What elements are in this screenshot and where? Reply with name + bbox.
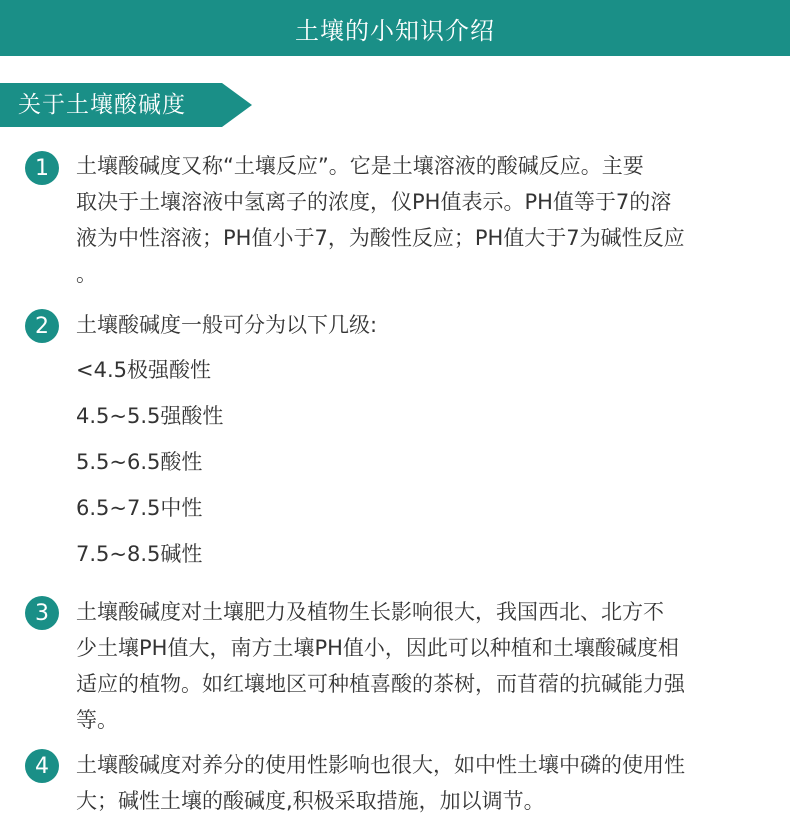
- paragraph-2: [76, 307, 776, 343]
- section-title: 关于土壤酸碱度: [18, 92, 186, 118]
- item-number-badge-3: 3: [25, 596, 59, 630]
- page-title: 土壤的小知识介绍: [295, 16, 495, 45]
- item-number-badge-2: 2: [25, 309, 59, 343]
- item-number-badge-4: 4: [25, 749, 59, 783]
- paragraph-line: 少土壤PH值大，南方土壤PH值小，因此可以种植和土壤酸碱度相: [76, 636, 679, 660]
- paragraph-line: 土壤酸碱度对土壤肥力及植物生长影响很大，我国西北、北方不: [76, 600, 664, 624]
- paragraph-line: 液为中性溶液；PH值小于7，为酸性反应；PH值大于7为碱性反应: [76, 226, 685, 250]
- paragraph-3: [76, 594, 776, 738]
- paragraph-line: 适应的植物。如红壤地区可种植喜酸的茶树，而苜蓿的抗碱能力强: [76, 672, 685, 696]
- paragraph-line: 。: [76, 262, 97, 286]
- paragraph-1: [76, 148, 776, 292]
- acidity-level-item: <4.5极强酸性: [76, 358, 211, 382]
- section-header: [0, 83, 252, 127]
- acidity-level-item: 5.5~6.5酸性: [76, 450, 203, 474]
- paragraph-line: 土壤酸碱度一般可分为以下几级:: [76, 313, 378, 337]
- paragraph-line: 土壤酸碱度又称“土壤反应”。它是土壤溶液的酸碱反应。主要: [76, 154, 644, 178]
- paragraph-line: 土壤酸碱度对养分的使用性影响也很大，如中性土壤中磷的使用性: [76, 753, 685, 777]
- page-header: [0, 0, 790, 56]
- item-number-badge-1: 1: [25, 151, 59, 185]
- paragraph-line: 取决于土壤溶液中氢离子的浓度，仪PH值表示。PH值等于7的溶: [76, 190, 672, 214]
- paragraph-line: 等。: [76, 708, 118, 732]
- acidity-level-item: 6.5~7.5中性: [76, 496, 203, 520]
- paragraph-4: [76, 747, 776, 819]
- paragraph-line: 大；碱性土壤的酸碱度,积极采取措施，加以调节。: [76, 789, 545, 813]
- acidity-level-item: 7.5~8.5碱性: [76, 542, 203, 566]
- acidity-level-item: 4.5~5.5强酸性: [76, 404, 224, 428]
